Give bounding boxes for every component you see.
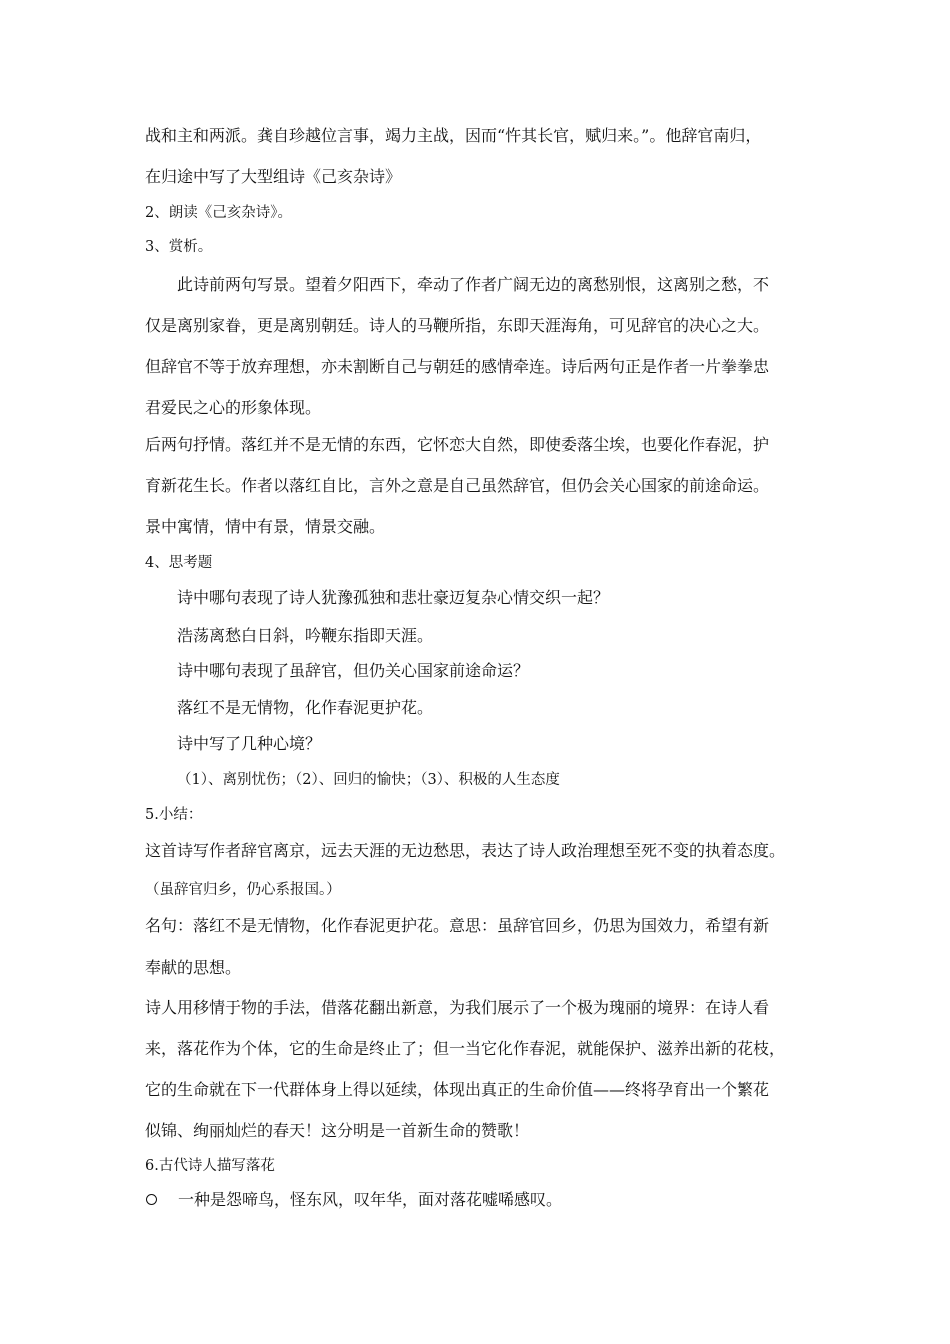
- paragraph-line: 但辞官不等于放弃理想，亦未割断自己与朝廷的感情牵连。诗后两句正是作者一片拳拳忠: [145, 357, 770, 376]
- section-heading: 4、思考题: [145, 555, 213, 571]
- paragraph-line: 景中寓情，情中有景，情景交融。: [145, 517, 386, 536]
- paragraph-line: 育新花生长。作者以落红自比，言外之意是自己虽然辞官，但仍会关心国家的前途命运。: [145, 476, 770, 495]
- question-line: 诗中写了几种心境？: [177, 734, 322, 753]
- paragraph-line: 名句：落红不是无情物，化作春泥更护花。意思：虽辞官回乡，仍思为国效力，希望有新: [145, 916, 770, 935]
- paragraph-line: 此诗前两句写景。望着夕阳西下，牵动了作者广阔无边的离愁别恨，这离别之愁，不: [177, 275, 770, 294]
- paragraph-line: 似锦、绚丽灿烂的春天！这分明是一首新生命的赞歌！: [145, 1121, 530, 1140]
- paragraph-line: 在归途中写了大型组诗《己亥杂诗》: [145, 167, 402, 186]
- paragraph-line: 战和主和两派。龚自珍越位言事，竭力主战，因而“忤其长官，赋归来。”。他辞官南归，: [145, 126, 762, 145]
- section-heading: 6.古代诗人描写落花: [145, 1158, 275, 1174]
- paragraph-line: 奉献的思想。: [145, 958, 242, 977]
- circle-bullet-icon: [146, 1194, 157, 1205]
- paragraph-line: 一种是怨啼鸟，怪东风，叹年华，面对落花嘘唏感叹。: [178, 1190, 563, 1209]
- section-heading: 5.小结：: [145, 807, 203, 823]
- section-heading: 3、赏析。: [145, 239, 213, 255]
- paragraph-line: 君爱民之心的形象体现。: [145, 398, 322, 417]
- answer-line: 落红不是无情物，化作春泥更护花。: [177, 698, 434, 717]
- paragraph-line: 这首诗写作者辞官离京，远去天涯的无边愁思，表达了诗人政治理想至死不变的执着态度。: [145, 841, 786, 860]
- paragraph-line: 来，落花作为个体，它的生命是终止了；但一当它化作春泥，就能保护、滋养出新的花枝，: [145, 1039, 786, 1058]
- paragraph-line: （虽辞官归乡，仍心系报国。）: [145, 882, 341, 898]
- section-heading: 2、朗读《己亥杂诗》。: [145, 205, 292, 221]
- paragraph-line: 后两句抒情。落红并不是无情的东西，它怀恋大自然，即使委落尘埃，也要化作春泥，护: [145, 435, 770, 454]
- answer-line: 浩荡离愁白日斜，吟鞭东指即天涯。: [177, 626, 434, 645]
- question-line: 诗中哪句表现了诗人犹豫孤独和悲壮豪迈复杂心情交织一起？: [177, 588, 610, 607]
- question-line: 诗中哪句表现了虽辞官，但仍关心国家前途命运？: [177, 661, 530, 680]
- paragraph-line: 它的生命就在下一代群体身上得以延续，体现出真正的生命价值——终将孕育出一个繁花: [145, 1080, 770, 1099]
- paragraph-line: 仅是离别家眷，更是离别朝廷。诗人的马鞭所指，东即天涯海角，可见辞官的决心之大。: [145, 316, 770, 335]
- answer-line: （1）、离别忧伤；（2）、回归的愉快；（3）、积极的人生态度: [177, 772, 560, 788]
- paragraph-line: 诗人用移情于物的手法，借落花翻出新意，为我们展示了一个极为瑰丽的境界：在诗人看: [145, 998, 770, 1017]
